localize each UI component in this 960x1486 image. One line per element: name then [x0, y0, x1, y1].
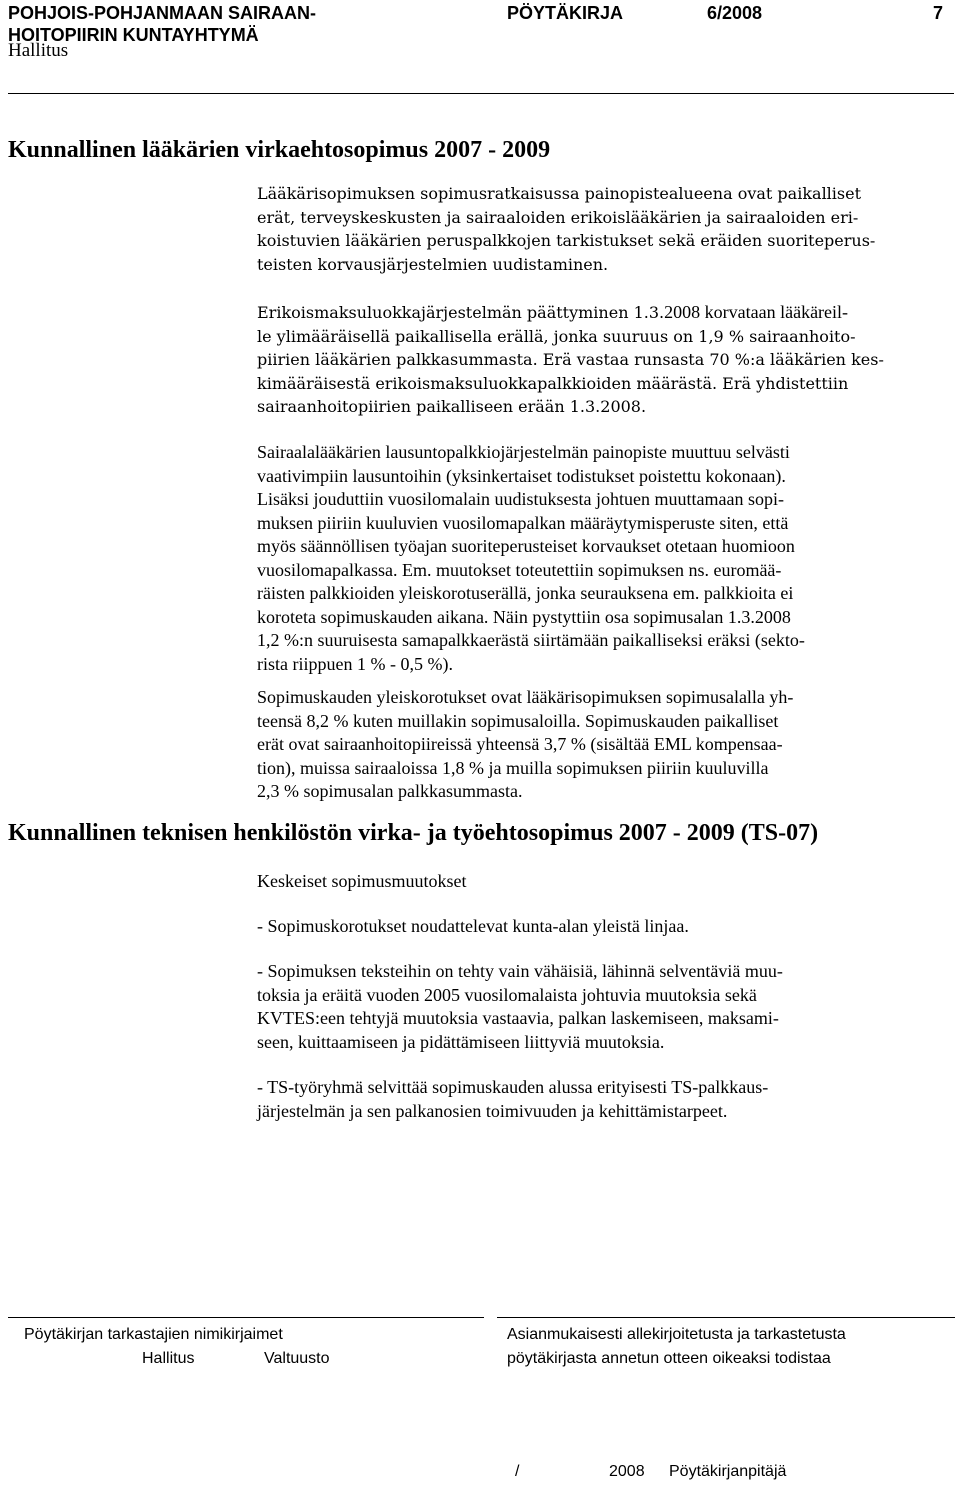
- document-number: 6/2008: [707, 3, 763, 23]
- paragraph-line: tion), muissa sairaaloissa 1,8 % ja muilla sopimuksen piiriin kuuluvilla: [257, 757, 769, 778]
- paragraph-3: [257, 441, 957, 676]
- signatures-title: Pöytäkirjan tarkastajien nimikirjaimet: [24, 1326, 283, 1343]
- paragraph-line: piirien lääkärien palkkasummasta. Erä vastaa runsasta 70 %:a lääkärien kes-: [257, 350, 884, 369]
- bullet-3: [257, 1076, 957, 1123]
- paragraph-line: rista riippuen 1 % - 0,5 %).: [257, 653, 453, 674]
- bullet-2: [257, 960, 957, 1054]
- paragraph-line: Sairaalalääkärien lausuntopalkkiojärjestelmän painopiste muuttuu selvästi: [257, 442, 790, 462]
- paragraph-line: erät, terveyskeskusten ja sairaaloiden erikoislääkärien ja sairaaloiden eri-: [257, 207, 859, 227]
- bullet-line: KVTES:een tehtyjä muutoksia vastaavia, palkan laskemiseen, maksami-: [257, 1008, 779, 1028]
- header-divider: [8, 93, 954, 94]
- paragraph-line: 1,2 %:n suuruisesta samapalkkaerästä siirtämään paikalliseksi eräksi (sekto-: [257, 630, 805, 650]
- section2-subheading: [257, 870, 957, 894]
- date-slash: /: [515, 1463, 520, 1480]
- paragraph-line: Lääkärisopimuksen sopimusratkaisussa painopistealueena ovat paikalliset: [257, 184, 862, 203]
- bullet-line: - Sopimuskorotukset noudattelevat kunta-alan yleistä linjaa.: [257, 916, 689, 936]
- paragraph-line: vuosilomapalkassa. Em. muutokset toteutettiin sopimuksen ns. euromää-: [257, 559, 782, 580]
- footer-divider-right: [497, 1317, 955, 1318]
- organization-name-line2: HOITOPIIRIN KUNTAYHTYMÄ: [8, 25, 259, 45]
- paragraph-line: [257, 301, 957, 325]
- paragraph-line-start: Erikoismaksuluokkajärjestelmän päättyminen 1.3.: [257, 303, 665, 322]
- paragraph-line: erät ovat sairaanhoitopiireissä yhteensä 3,7 % (sisältää EML kompensaa-: [257, 734, 783, 754]
- minutes-keeper-label: Pöytäkirjanpitäjä: [669, 1463, 787, 1480]
- paragraph-line: Lisäksi jouduttiin vuosilomalain uudistuksesta johtuen muuttamaan sopi-: [257, 489, 784, 509]
- bullet-line: - Sopimuksen teksteihin on tehty vain vähäisiä, lähinnä selventäviä muu-: [257, 961, 783, 981]
- paragraph-line: teisten korvausjärjestelmien uudistaminen.: [257, 254, 609, 274]
- section2-heading: Kunnallinen teknisen henkilöstön virka- ja työehtosopimus 2007 - 2009 (TS-07): [8, 820, 819, 846]
- paragraph-line: teensä 8,2 % kuten muillakin sopimusaloilla. Sopimuskauden paikalliset: [257, 710, 779, 731]
- page-number: 7: [933, 3, 944, 23]
- paragraph-line: koroteta sopimuskauden aikana. Näin pystyttiin osa sopimusalan 1.3.2008: [257, 606, 791, 627]
- bullet-line: järjestelmän ja sen palkanosien toimivuuden ja kehittämistarpeet.: [257, 1100, 728, 1121]
- paragraph-line: sairaanhoitopiirien paikalliseen erään 1.3.2008.: [257, 397, 647, 416]
- bullet-line: seen, kuittaamiseen ja pidättämiseen liittyviä muutoksia.: [257, 1031, 665, 1052]
- bullet-line: - TS-työryhmä selvittää sopimuskauden alussa erityisesti TS-palkkaus-: [257, 1077, 769, 1097]
- paragraph-line: koistuvien lääkärien peruspalkkojen tarkistukset sekä eräiden suoriteperus-: [257, 231, 876, 250]
- paragraph-4: [257, 686, 957, 804]
- paragraph-1: [257, 182, 957, 276]
- bullet-line: toksia ja eräitä vuoden 2005 vuosilomalaista johtuvia muutoksia sekä: [257, 984, 757, 1005]
- subheading-text: Keskeiset sopimusmuutokset: [257, 871, 467, 891]
- paragraph-line: vaativimpiin lausuntoihin (yksinkertaiset todistukset poistettu kokonaan).: [257, 465, 786, 486]
- section-name: Hallitus: [8, 40, 69, 61]
- footer-divider-left: [8, 1317, 484, 1318]
- signature-board-label: Hallitus: [142, 1350, 195, 1367]
- paragraph-line: muksen piiriin kuuluvien vuosilomapalkan määräytymisperuste siten, että: [257, 512, 789, 533]
- date-year: 2008: [609, 1463, 645, 1480]
- paragraph-line: Sopimuskauden yleiskorotukset ovat lääkärisopimuksen sopimusalalla yh-: [257, 687, 794, 707]
- document-type: PÖYTÄKIRJA: [507, 3, 624, 23]
- paragraph-2: [257, 301, 957, 419]
- section1-heading: Kunnallinen lääkärien virkaehtosopimus 2007 - 2009: [8, 137, 551, 163]
- bullet-1: [257, 915, 957, 939]
- certification-line1: Asianmukaisesti allekirjoitetusta ja tarkastetusta: [507, 1326, 846, 1343]
- certification-line2: pöytäkirjasta annetun otteen oikeaksi todistaa: [507, 1350, 831, 1367]
- paragraph-line: myös säännöllisen työajan suoriteperusteiset korvaukset otetaan huomioon: [257, 536, 795, 556]
- paragraph-line: le ylimääräisellä paikallisella erällä, jonka suuruus on 1,9 % sairaanhoito-: [257, 326, 856, 346]
- paragraph-line: 2,3 % sopimusalan palkkasummasta.: [257, 781, 523, 801]
- paragraph-line: kimääräisestä erikoismaksuluokkapalkkioiden määrästä. Erä yhdistettiin: [257, 373, 849, 393]
- paragraph-line-end: 2008 korvataan lääkäreil-: [664, 302, 849, 322]
- organization-name-line1: POHJOIS-POHJANMAAN SAIRAAN-: [8, 3, 317, 23]
- paragraph-line: räisten palkkioiden yleiskorotuserällä, jonka seurauksena em. palkkioita ei: [257, 583, 794, 603]
- signature-council-label: Valtuusto: [264, 1350, 330, 1367]
